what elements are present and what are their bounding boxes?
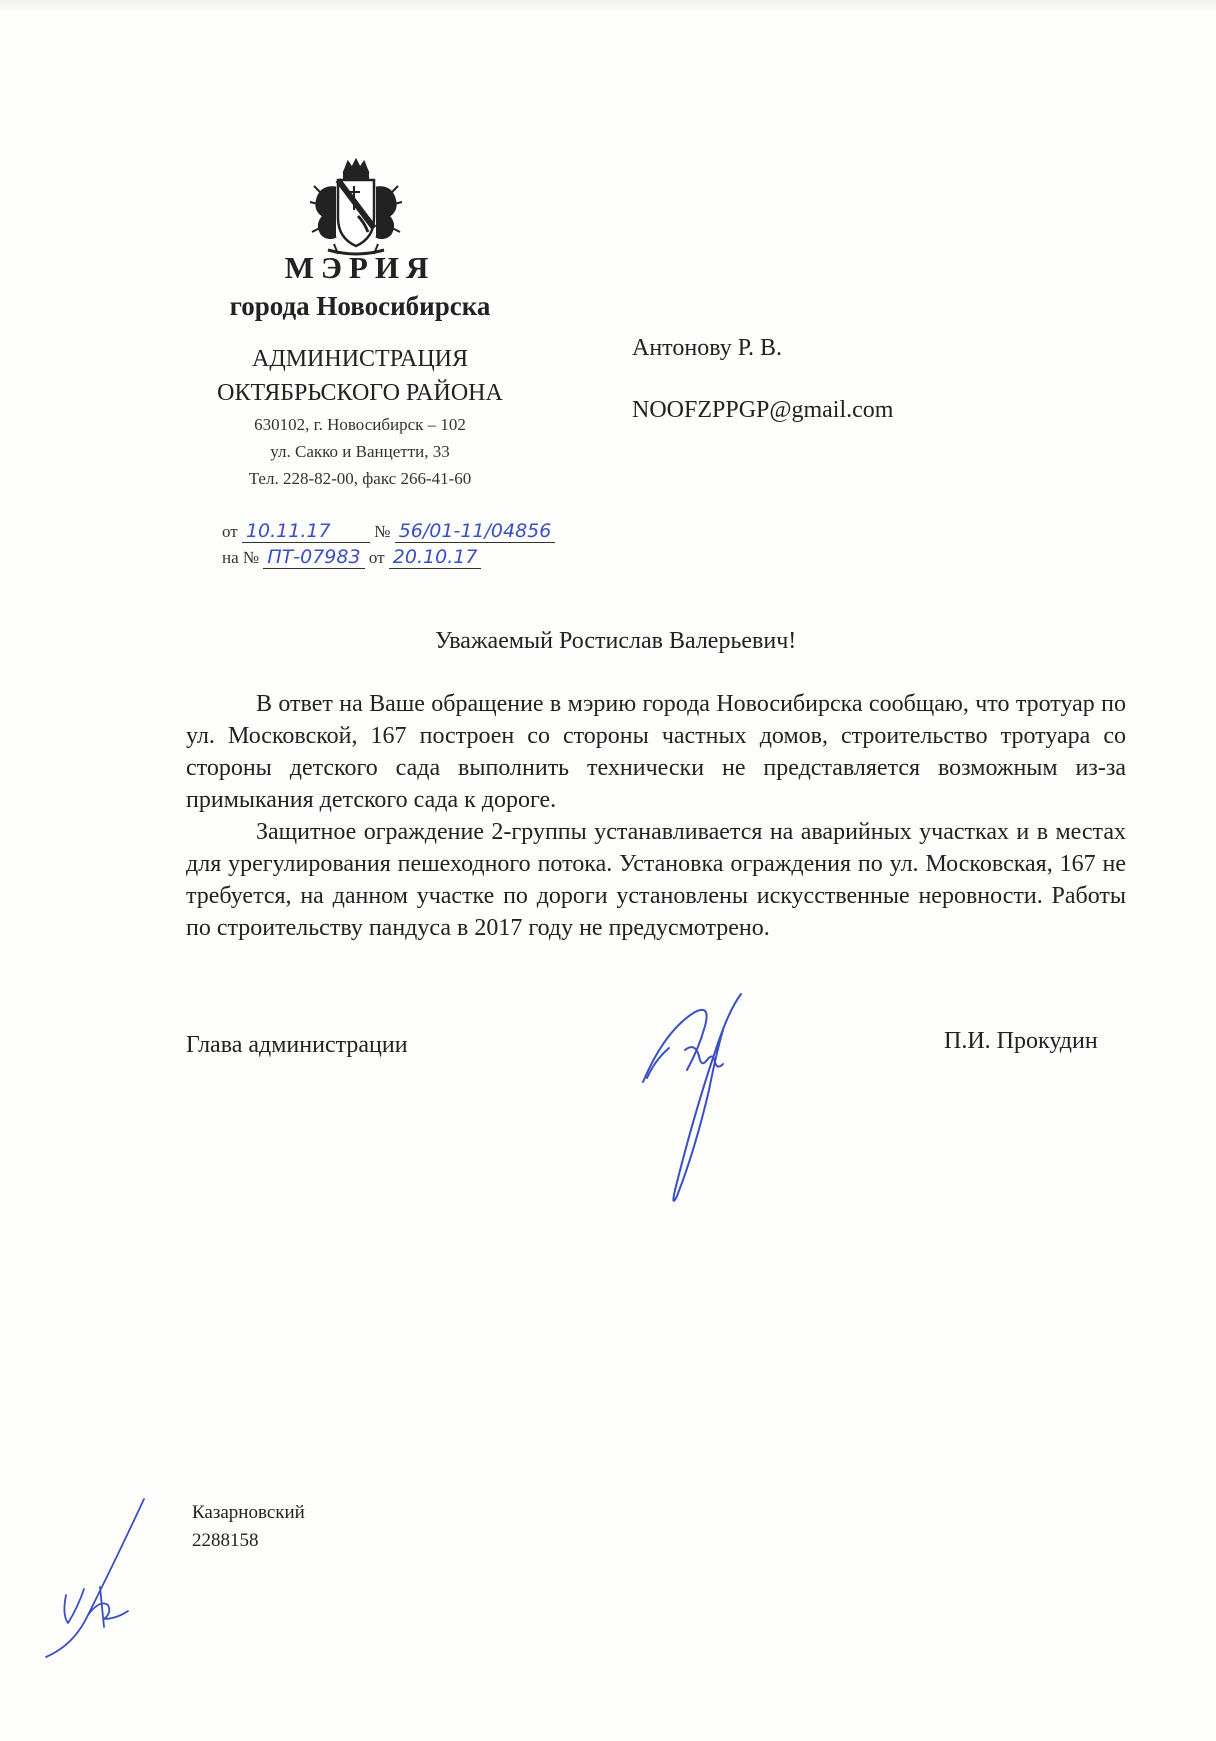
outgoing-number: 56/01-11/04856 bbox=[398, 520, 552, 542]
handwritten-initials bbox=[38, 1495, 148, 1660]
incoming-from-label: от bbox=[368, 548, 385, 567]
outgoing-number-field bbox=[395, 520, 556, 543]
number-label: № bbox=[374, 522, 391, 541]
body-paragraph-1 bbox=[186, 688, 1126, 816]
salutation: Уважаемый Ростислав Валерьевич! bbox=[435, 628, 797, 654]
phone-line: Тел. 228-82-00, факс 266-41-60 bbox=[248, 469, 472, 488]
recipient-email: NOOFZPPGP@gmail.com bbox=[632, 397, 894, 423]
executor-name: Казарновский bbox=[192, 1502, 305, 1523]
in-reply-label: на № bbox=[222, 548, 260, 567]
from-date-field bbox=[242, 520, 370, 543]
reference-line-outgoing bbox=[222, 520, 555, 543]
incoming-number-field bbox=[263, 546, 364, 569]
incoming-date-field bbox=[389, 546, 482, 569]
executor-phone: 2288158 bbox=[192, 1530, 259, 1551]
address-line-1: 630102, г. Новосибирск – 102 bbox=[254, 415, 466, 434]
city-coat-of-arms-icon bbox=[308, 158, 404, 262]
from-date: 10.11.17 bbox=[245, 520, 331, 542]
org-subtitle: города Новосибирска bbox=[229, 291, 491, 321]
recipient-name: Антонову Р. В. bbox=[632, 335, 783, 361]
org-title: МЭРИЯ bbox=[284, 250, 436, 285]
department-line-2: ОКТЯБРЬСКОГО РАЙОНА bbox=[217, 380, 503, 406]
signatory-name: П.И. Прокудин bbox=[944, 1028, 1098, 1054]
incoming-date: 20.10.17 bbox=[392, 546, 478, 568]
paragraph-text: В ответ на Ваше обращение в мэрию города Новосибирска сообщаю, что тротуар по ул. Московской, 167 построен со стороны частных домов, строительство тротуара со стороны детского сада выполнить технически не представляется возможным из-за примыкания детского сада к дороге. bbox=[186, 691, 1126, 813]
reference-line-incoming bbox=[222, 546, 481, 569]
body-paragraph-2 bbox=[186, 816, 1126, 944]
scan-edge bbox=[0, 0, 1216, 14]
department-line-1: АДМИНИСТРАЦИЯ bbox=[252, 346, 468, 372]
signatory-title: Глава администрации bbox=[186, 1032, 408, 1058]
paragraph-text: Защитное ограждение 2-группы устанавливается на аварийных участках и в местах для урегулирования пешеходного потока. Установка ограждения по ул. Московская, 167 не требуется, на данном участке по дороги установлены искусственные неровности. Работы по строительству пандуса в 2017 году не предусмотрено. bbox=[186, 819, 1126, 941]
incoming-number: ПТ-07983 bbox=[267, 546, 361, 568]
handwritten-signature bbox=[625, 990, 755, 1215]
address-line-2: ул. Сакко и Ванцетти, 33 bbox=[270, 442, 450, 461]
from-label: от bbox=[222, 522, 238, 541]
